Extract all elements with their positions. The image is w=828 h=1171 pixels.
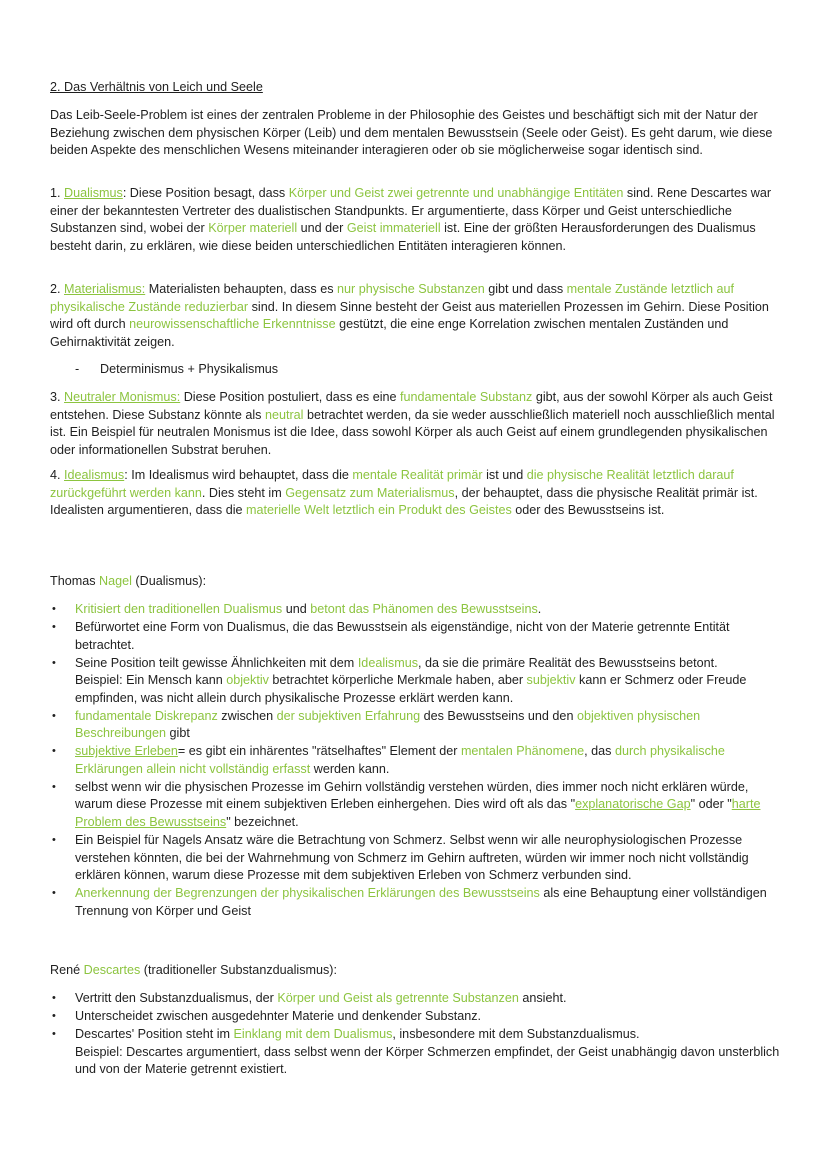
text-run: : Im Idealismus wird behauptet, dass die [124,468,353,482]
highlighted-term: Gegensatz zum Materialismus [285,485,455,500]
text-run: gibt und dass [484,282,567,296]
bullet-item [50,655,780,708]
text-run: als eine Behauptung einer vollständigen Trennung von Körper und Geist [75,886,767,918]
highlighted-term: Descartes [83,963,141,977]
bullet-marker: • [52,745,56,758]
highlighted-term: die physische Realität letztlich darauf zurückgeführt werden kann [50,468,734,500]
text-run: Beispiel: Ein Mensch kann [75,673,227,688]
highlighted-term: Materialismus: [64,282,146,296]
highlighted-term: Anerkennung der Begrenzungen der physikalischen Erklärungen des Bewusstseins [75,886,540,901]
highlighted-term: Idealismus [357,655,419,670]
text-run: . [537,602,542,616]
highlighted-term: objektiv [226,673,269,688]
bullet-item [50,885,780,920]
text-run: 2. [50,282,65,296]
text-run: kann er Schmerz oder Freude empfinden, was nicht allein durch physikalische Prozesse erklärt werden kann. [75,673,747,705]
text-run: sind. In diesem Sinne besteht der Geist aus materiellen Prozessen im Gehirn. Diese Position wird oft durch [50,299,769,331]
bullet-marker: • [52,709,56,722]
highlighted-term: Geist immateriell [346,221,441,235]
highlighted-term: Einklang mit dem Dualismus [233,1027,393,1042]
text-run: Materialisten behaupten, dass es [145,282,338,296]
text-run: sind. Rene Descartes war einer der bekanntesten Vertreter des dualistischen Standpunkts. Er argumentierte, dass Körper und Geist unterschiedliche Substanzen sind, wobei der [50,186,772,235]
text-run: : Diese Position besagt, dass [122,186,289,200]
text-run: Descartes' Position steht im [75,1027,234,1042]
position-idealismus [50,467,780,520]
highlighted-term: Kritisiert den traditionellen Dualismus [75,602,283,616]
highlighted-term: nur physische Substanzen [337,282,485,296]
intro-paragraph: Das Leib-Seele-Problem ist eines der zentralen Probleme in der Philosophie des Geistes und beschäftigt sich mit der Natur der Beziehung zwischen dem physischen Körper (Leib) und dem mentalen Bewusstsein (Seele oder Geist). Es geht darum, wie diese beiden Aspekte des menschlichen Wesens miteinander interagieren oder ob sie möglicherweise sogar identisch sind. [50,108,773,157]
bullet-item [50,1026,780,1079]
text-run: ist und [482,468,527,482]
text-run: Beispiel: Descartes argumentiert, dass selbst wenn der Körper Schmerzen empfindet, der Geist unabhängig davon unsterblich und von der Materie getrennt existiert. [75,1044,780,1077]
highlighted-term: betont das Phänomen des Bewusstseins [310,602,538,616]
dash-marker: - [75,362,80,376]
text-run: " oder " [690,797,732,812]
text-run: zwischen [217,708,277,723]
highlighted-term: Idealismus [64,468,125,482]
highlighted-term: subjektive Erleben [75,744,178,759]
text-run: des Bewusstseins und den [420,708,577,723]
descartes-bullet-list [50,990,780,1079]
highlighted-term: Körper und Geist als getrennte Substanzen [277,991,519,1005]
highlighted-term: Neutraler Monismus: [64,390,181,404]
highlighted-term: mentalen Phänomene [460,744,585,759]
text-run: gibt [166,726,190,741]
highlighted-term: subjektiv [526,673,576,688]
highlighted-term: Körper materiell [208,221,298,235]
bullet-marker: • [52,780,56,793]
text-run: Seine Position teilt gewisse Ähnlichkeiten mit dem [75,655,358,670]
bullet-item [50,990,780,1008]
text-run: betrachtet körperliche Merkmale haben, aber [268,673,527,688]
bullet-marker: • [52,992,56,1004]
nagel-bullet-list [50,601,780,921]
position-neutraler-monismus [50,389,780,459]
text-run: . Dies steht im [201,485,286,500]
dash-item-text: Determinismus + Physikalismus [100,362,279,376]
position-dualismus [50,185,780,255]
highlighted-term: mentale Zustände letztlich auf physikalische Zustände reduzierbar [50,282,734,314]
text-run: , das [584,744,615,759]
bullet-item [50,779,780,832]
bullet-item [50,832,780,885]
highlighted-term: der subjektiven Erfahrung [276,708,421,723]
text-run: Unterscheidet zwischen ausgedehnter Materie und denkender Substanz. [75,1009,482,1024]
highlighted-term: fundamentale Substanz [400,390,533,404]
highlighted-term: objektiven physischen Beschreibungen [75,708,701,741]
highlighted-term: neutral [264,407,304,422]
text-run: Thomas [50,574,99,588]
dash-list-item [75,361,775,379]
highlighted-term: neurowissenschaftliche Erkenntnisse [129,317,336,331]
bullet-item [50,743,780,778]
bullet-item [50,1008,780,1026]
highlighted-term: mentale Realität primär [352,468,483,482]
descartes-title [50,962,780,980]
bullet-item [50,708,780,743]
text-run: gestützt, die eine enge Korrelation zwischen mentalen Zuständen und Gehirnaktivität zeigen. [50,317,729,349]
bullet-marker: • [52,887,56,900]
text-run: (Dualismus): [131,574,207,588]
text-run: selbst wenn wir die physischen Prozesse im Gehirn vollständig verstehen würden, dies immer noch nicht erklären würde, warum diese Prozesse mit einem subjektiven Erleben einhergehen. Dies wird oft als das " [75,779,749,812]
highlighted-term: explanatorische Gap [575,797,691,812]
text-run: , da sie die primäre Realität des Bewusstseins betont. [418,655,718,670]
text-run: " bezeichnet. [226,814,299,829]
text-run: ist. Eine der größten Herausforderungen des Dualismus besteht darin, zu erklären, wie diese beiden unterschiedlichen Entitäten interagieren können. [50,221,756,253]
bullet-marker: • [52,834,56,847]
text-run: René [50,963,84,977]
text-run: Befürwortet eine Form von Dualismus, die das Bewusstsein als eigenständige, nicht von der Materie getrennte Entität betrachtet. [75,620,730,652]
highlighted-term: Nagel [99,574,132,588]
highlighted-term: Dualismus [64,186,123,200]
bullet-marker: • [52,1028,56,1041]
text-run: Vertritt den Substanzdualismus, der [75,991,278,1005]
bullet-item [50,619,780,654]
highlighted-term: harte Problem des Bewusstseins [75,797,761,829]
text-run: Diese Position postuliert, dass es eine [180,390,401,404]
section-heading: 2. Das Verhältnis von Leich und Seele [50,80,263,94]
text-run: gibt, aus der sowohl Körper als auch Geist entstehen. Diese Substanz könnte als [50,390,773,422]
nagel-title [50,573,780,591]
highlighted-term: materielle Welt letztlich ein Produkt des Geistes [246,503,512,517]
text-run: werden kann. [310,761,390,776]
text-run: , der behauptet, dass die physische Realität primär ist. Idealisten argumentieren, dass die [50,485,758,517]
highlighted-term: Körper und Geist zwei getrennte und unabhängige Entitäten [288,186,624,200]
text-run: (traditioneller Substanzdualismus): [140,963,338,977]
text-run: und [282,602,311,616]
text-run: , insbesondere mit dem Substanzdualismus. [392,1027,640,1042]
text-run: ansieht. [518,991,567,1005]
bullet-marker: • [52,656,56,669]
highlighted-term: fundamentale Diskrepanz [75,708,218,723]
text-run: betrachtet werden, da sie weder ausschließlich materiell noch ausschließlich mental ist. Ein Beispiel für neutralen Monismus ist die Idee, dass sowohl Körper als auch Geist auf einem grundlegenden physikalischen oder informationellen Substrat beruhen. [50,407,775,457]
text-run: = es gibt ein inhärentes "rätselhaftes" Element der [177,744,461,759]
text-run: oder des Bewusstseins ist. [511,503,665,517]
text-run: 4. [50,468,65,482]
text-run: Ein Beispiel für Nagels Ansatz wäre die Betrachtung von Schmerz. Selbst wenn wir alle neurophysiologischen Prozesse verstehen könnten, die bei der Wahrnehmung von Schmerz im Gehirn auftreten, würden wir immer noch nicht vollständig erklären können, warum diese Prozesse mit dem subjektiven Erleben von Schmerz verbunden sind. [75,833,749,883]
text-run: 3. [50,390,65,404]
text-run: und der [297,221,347,235]
text-run: 1. [50,186,65,200]
bullet-marker: • [52,621,56,634]
position-materialismus [50,281,780,351]
bullet-item [50,601,780,619]
bullet-marker: • [52,603,56,615]
bullet-marker: • [52,1010,56,1023]
highlighted-term: durch physikalische Erklärungen allein nicht vollständig erfasst [75,744,725,776]
